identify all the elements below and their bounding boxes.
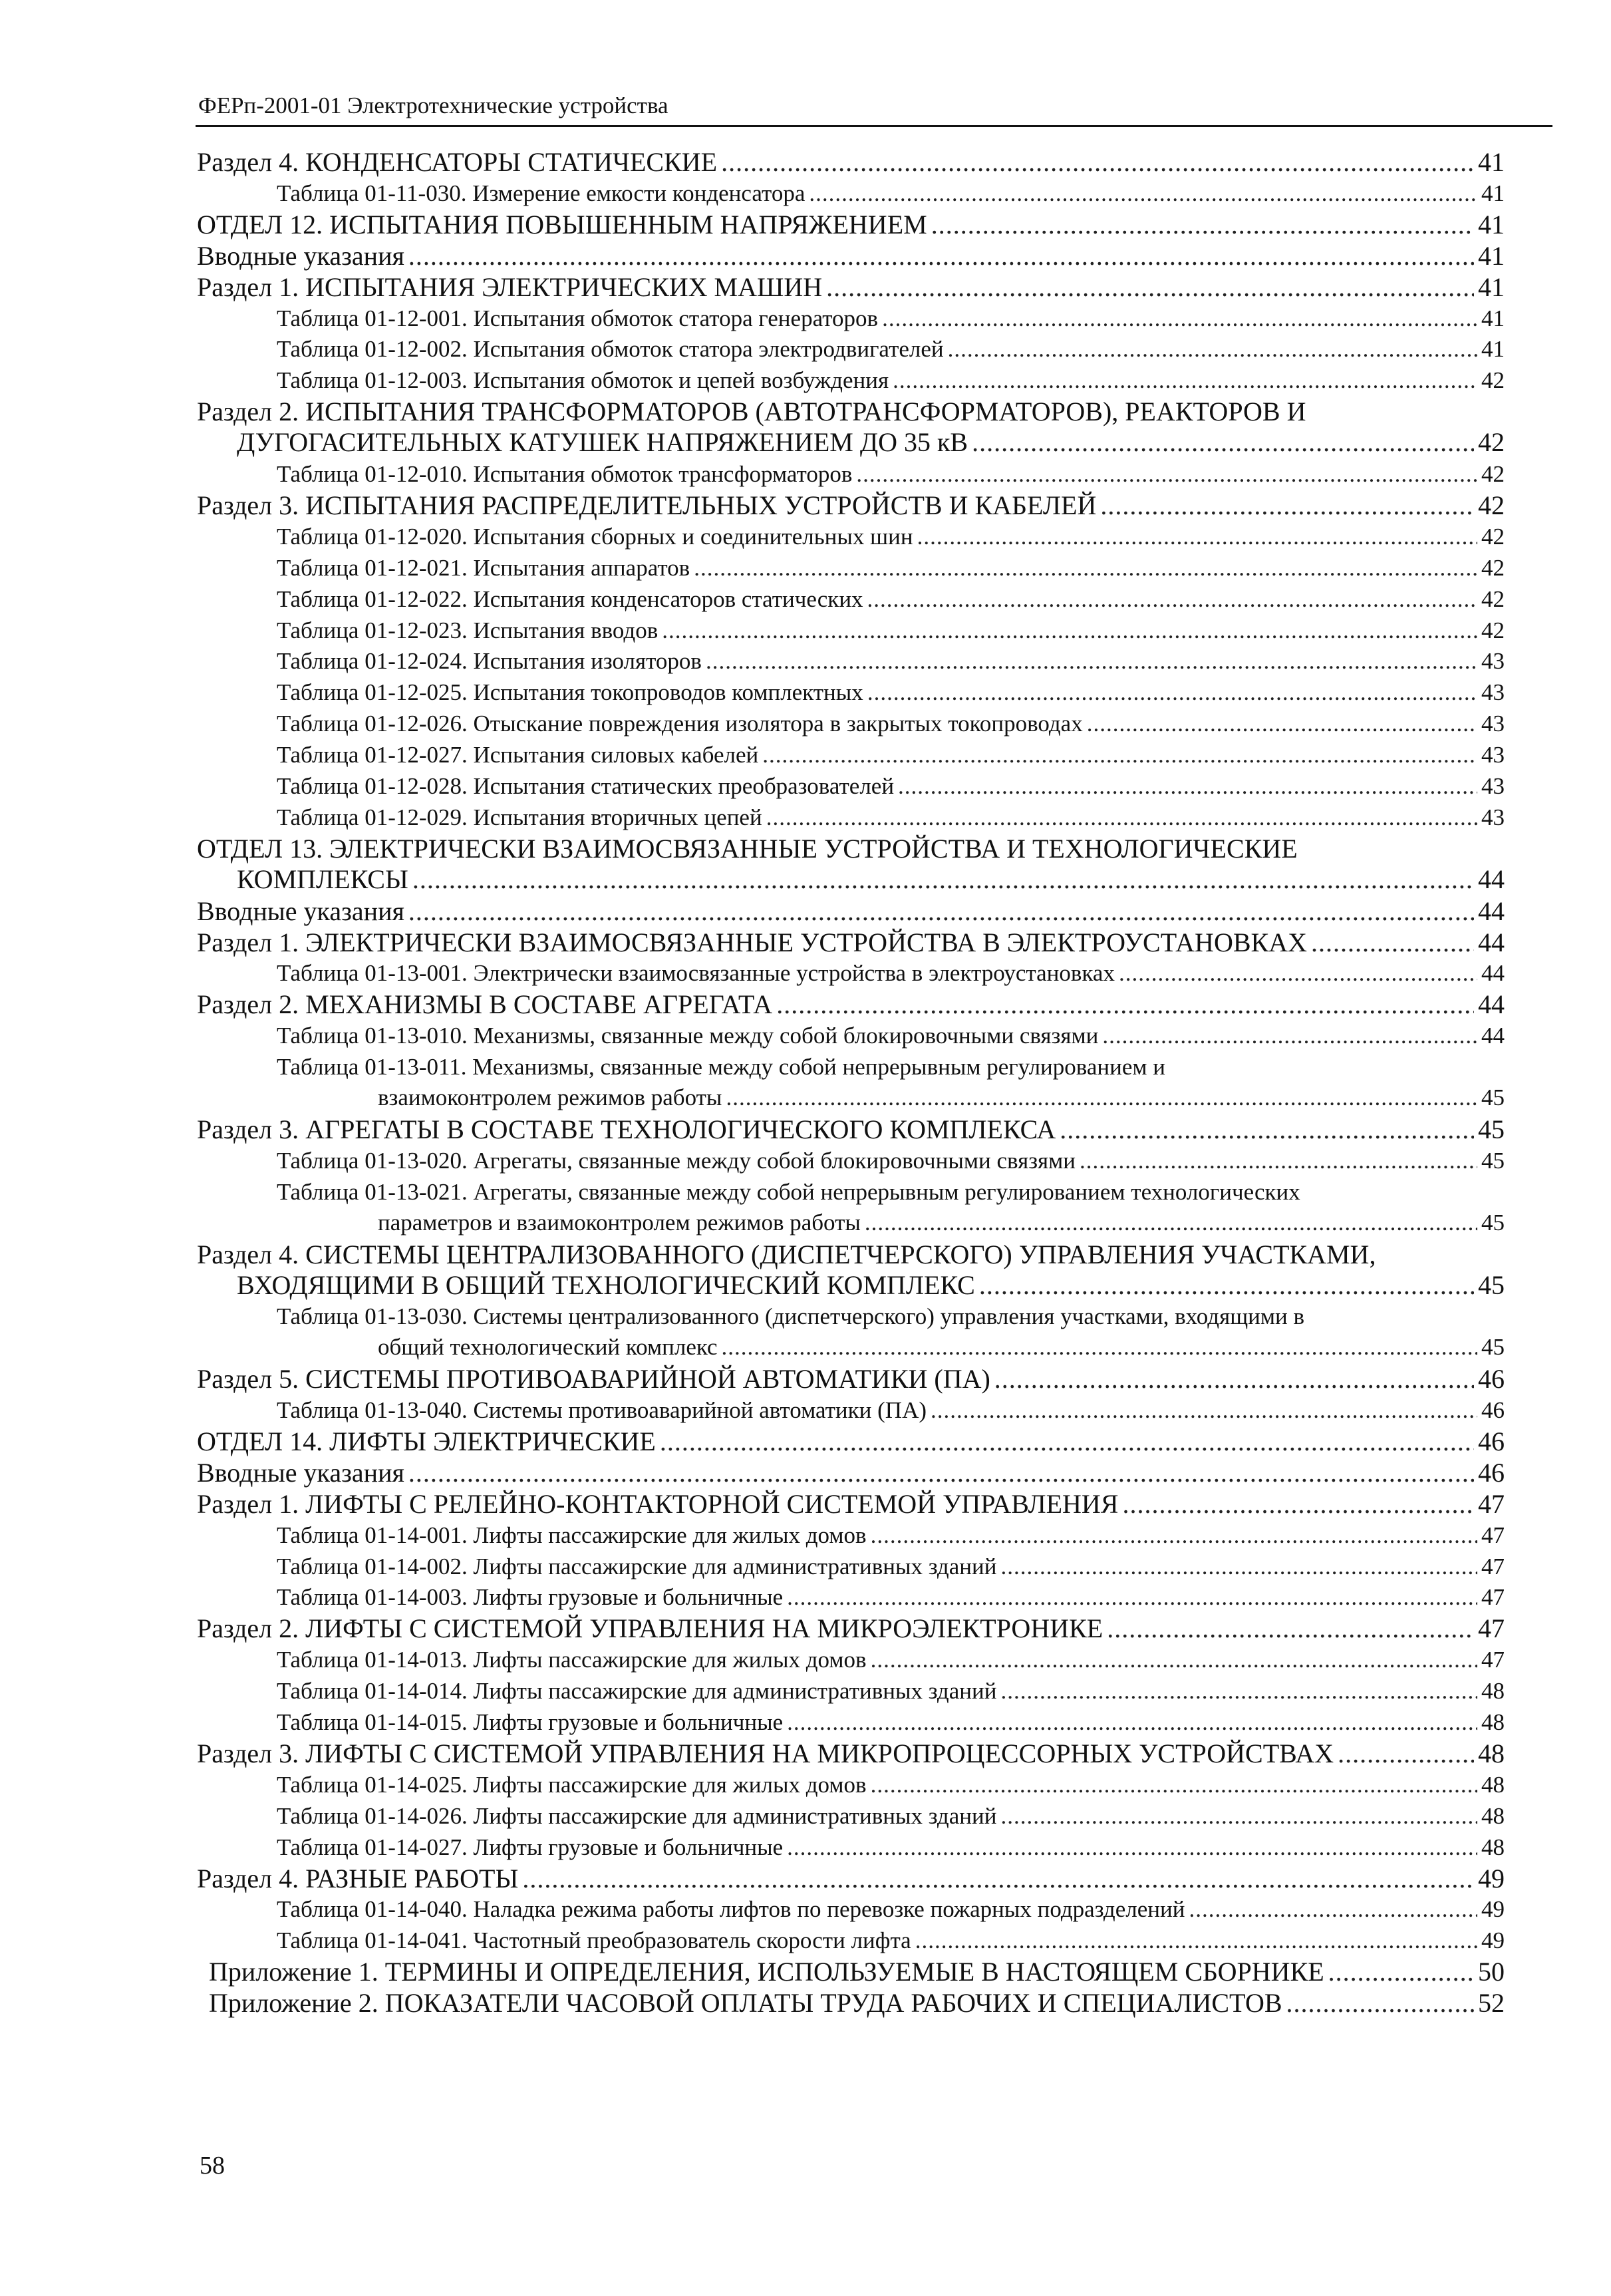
toc-page-number: 41 <box>1481 180 1505 206</box>
dot-leader <box>856 459 1477 490</box>
toc-entry-title: Таблица 01-12-027. Испытания силовых кабелей <box>277 742 759 768</box>
toc-entry[interactable] <box>197 272 1505 303</box>
toc-entry-title: Раздел 1. ИСПЫТАНИЯ ЭЛЕКТРИЧЕСКИХ МАШИН <box>197 272 823 302</box>
dot-leader <box>948 334 1477 365</box>
toc-page-number: 47 <box>1478 1489 1505 1519</box>
dot-leader <box>972 427 1474 458</box>
toc-page-number: 43 <box>1481 773 1505 799</box>
dot-leader <box>787 1832 1477 1863</box>
toc-page-number: 44 <box>1478 896 1505 926</box>
dot-leader <box>1311 927 1474 958</box>
toc-entry-title: Таблица 01-14-027. Лифты грузовые и больничные <box>277 1834 784 1860</box>
toc-entry-title: Раздел 3. ИСПЫТАНИЯ РАСПРЕДЕЛИТЕЛЬНЫХ УСТРОЙСТВ И КАБЕЛЕЙ <box>197 490 1097 520</box>
dot-leader <box>994 1364 1474 1394</box>
dot-leader <box>408 241 1474 271</box>
toc-entry-title: Таблица 01-12-001. Испытания обмоток статора генераторов <box>277 305 879 331</box>
toc-entry-title: Таблица 01-14-013. Лифты пассажирские для жилых домов <box>277 1647 867 1673</box>
toc-page-number: 45 <box>1481 1210 1505 1235</box>
toc-entry-title: Раздел 4. КОНДЕНСАТОРЫ СТАТИЧЕСКИЕ <box>197 147 718 177</box>
dot-leader <box>1000 1676 1477 1707</box>
toc-entry-title: Раздел 2. ИСПЫТАНИЯ ТРАНСФОРМАТОРОВ (АВТОТРАНСФОРМАТОРОВ), РЕАКТОРОВ И <box>197 397 1306 426</box>
dot-leader <box>408 896 1474 927</box>
toc-entry-title: Таблица 01-12-021. Испытания аппаратов <box>277 555 690 581</box>
toc-entry-title: Раздел 3. ЛИФТЫ С СИСТЕМОЙ УПРАВЛЕНИЯ НА МИКРОПРОЦЕССОРНЫХ УСТРОЙСТВАХ <box>197 1738 1334 1768</box>
dot-leader <box>1328 1957 1474 1987</box>
toc-page-number: 49 <box>1481 1896 1505 1922</box>
toc-entry-title: Таблица 01-12-020. Испытания сборных и соединительных шин <box>277 524 913 550</box>
toc-entry-title: Таблица 01-13-040. Системы противоаварийной автоматики (ПА) <box>277 1397 927 1423</box>
toc-entry[interactable] <box>277 1582 1505 1613</box>
toc-entry-title: Таблица 01-13-020. Агрегаты, связанные между собой блокировочными связями <box>277 1148 1076 1174</box>
dot-leader <box>787 1707 1477 1738</box>
toc-entry-title: Таблица 01-13-010. Механизмы, связанные между собой блокировочными связями <box>277 1023 1099 1049</box>
toc-entry[interactable] <box>277 677 1505 708</box>
toc-entry-title: ОТДЕЛ 13. ЭЛЕКТРИЧЕСКИ ВЗАИМОСВЯЗАННЫЕ УСТРОЙСТВА И ТЕХНОЛОГИЧЕСКИЕ <box>197 834 1298 864</box>
toc-entry-title: Таблица 01-13-030. Системы централизованного (диспетчерского) управления участками, входящими в <box>277 1303 1305 1329</box>
toc-entry[interactable] <box>277 1301 1505 1363</box>
toc-entry-title: ОТДЕЛ 14. ЛИФТЫ ЭЛЕКТРИЧЕСКИЕ <box>197 1426 656 1456</box>
toc-entry[interactable] <box>277 1645 1505 1675</box>
toc-entry[interactable] <box>277 178 1505 209</box>
toc-page-number: 52 <box>1478 1988 1505 2018</box>
toc-entry-title: Таблица 01-14-026. Лифты пассажирские для административных зданий <box>277 1803 997 1829</box>
dot-leader <box>787 1582 1477 1613</box>
toc-page-number: 45 <box>1481 1084 1505 1110</box>
toc-entry[interactable] <box>209 1957 1505 1987</box>
toc-entry[interactable] <box>277 1801 1505 1832</box>
toc-entry[interactable] <box>277 334 1505 365</box>
toc-entry[interactable] <box>277 553 1505 583</box>
dot-leader <box>662 615 1477 646</box>
toc-entry-title: Приложение 1. ТЕРМИНЫ И ОПРЕДЕЛЕНИЯ, ИСПОЛЬЗУЕМЫЕ В НАСТОЯЩЕМ СБОРНИКЕ <box>209 1957 1324 1987</box>
toc-page-number: 41 <box>1478 241 1505 271</box>
toc-page-number: 41 <box>1481 305 1505 331</box>
toc-page-number: 46 <box>1481 1397 1505 1423</box>
toc-entry[interactable] <box>197 1239 1505 1301</box>
toc-page-number: 44 <box>1478 989 1505 1019</box>
toc-page-number: 41 <box>1478 210 1505 240</box>
toc-page-number: 48 <box>1481 1834 1505 1860</box>
toc-entry-title: Таблица 01-12-029. Испытания вторичных цепей <box>277 804 762 830</box>
toc-entry-title: Вводные указания <box>197 896 404 926</box>
dot-leader <box>1119 958 1477 989</box>
toc-entry-title: Таблица 01-14-001. Лифты пассажирские для жилых домов <box>277 1522 867 1548</box>
dot-leader <box>1338 1738 1474 1769</box>
dot-leader <box>721 147 1474 178</box>
toc-entry-title: КОМПЛЕКСЫ <box>237 864 408 894</box>
toc-entry-title: Таблица 01-12-028. Испытания статических преобразователей <box>277 773 895 799</box>
toc-entry-title: Таблица 01-14-015. Лифты грузовые и больничные <box>277 1709 784 1735</box>
dot-leader <box>871 1770 1477 1800</box>
dot-leader <box>867 584 1477 615</box>
dot-leader <box>1122 1489 1474 1520</box>
dot-leader <box>809 178 1477 209</box>
dot-leader <box>1080 1146 1477 1176</box>
toc-page-number: 42 <box>1478 427 1505 457</box>
toc-entry-title: Раздел 1. ЭЛЕКТРИЧЕСКИ ВЗАИМОСВЯЗАННЫЕ УСТРОЙСТВА В ЭЛЕКТРОУСТАНОВКАХ <box>197 927 1307 957</box>
toc-page-number: 48 <box>1481 1678 1505 1704</box>
dot-leader <box>722 1332 1477 1363</box>
toc-entry-title: Таблица 01-13-021. Агрегаты, связанные между собой непрерывным регулированием технологических <box>277 1179 1300 1205</box>
dot-leader <box>1286 1988 1474 2019</box>
toc-entry[interactable] <box>197 210 1505 240</box>
toc-entry-title: Таблица 01-12-024. Испытания изоляторов <box>277 648 702 674</box>
toc-entry-title: Таблица 01-14-003. Лифты грузовые и больничные <box>277 1584 784 1610</box>
toc-entry[interactable] <box>277 646 1505 677</box>
toc-entry[interactable] <box>277 1676 1505 1707</box>
toc-page-number: 42 <box>1478 490 1505 520</box>
toc-page-number: 49 <box>1481 1927 1505 1953</box>
toc-page-number: 46 <box>1478 1364 1505 1394</box>
toc-page-number: 48 <box>1481 1709 1505 1735</box>
dot-leader <box>917 522 1477 552</box>
toc-entry[interactable] <box>197 490 1505 521</box>
toc-entry[interactable] <box>197 1426 1505 1457</box>
toc-page-number: 43 <box>1481 804 1505 830</box>
toc-entry-title: ОТДЕЛ 12. ИСПЫТАНИЯ ПОВЫШЕННЫМ НАПРЯЖЕНИЕМ <box>197 210 927 240</box>
dot-leader <box>694 553 1477 583</box>
toc-entry-title: Раздел 4. СИСТЕМЫ ЦЕНТРАЛИЗОВАННОГО (ДИСПЕТЧЕРСКОГО) УПРАВЛЕНИЯ УЧАСТКАМИ, <box>197 1239 1376 1269</box>
dot-leader <box>867 677 1477 708</box>
toc-page-number: 44 <box>1481 960 1505 986</box>
toc-entry-title: Таблица 01-12-023. Испытания вводов <box>277 617 659 643</box>
toc-entry[interactable] <box>277 365 1505 396</box>
dot-leader <box>762 740 1477 770</box>
toc-entry[interactable] <box>197 1864 1505 1894</box>
toc-entry-title: Таблица 01-14-014. Лифты пассажирские для административных зданий <box>277 1678 997 1704</box>
toc-entry-title: ДУГОГАСИТЕЛЬНЫХ КАТУШЕК НАПРЯЖЕНИЕМ ДО 35 кВ <box>237 427 968 457</box>
toc-entry-title: Таблица 01-14-041. Частотный преобразователь скорости лифта <box>277 1927 911 1953</box>
toc-entry[interactable] <box>277 1021 1505 1051</box>
page-number: 58 <box>200 2152 225 2180</box>
dot-leader <box>979 1270 1474 1301</box>
toc-page-number: 41 <box>1478 147 1505 177</box>
toc-entry[interactable] <box>277 1925 1505 1956</box>
toc-entry[interactable] <box>197 927 1505 958</box>
dot-leader <box>1000 1552 1477 1582</box>
toc-entry-title: Таблица 01-14-002. Лифты пассажирские для административных зданий <box>277 1554 997 1579</box>
toc-page-number: 48 <box>1481 1803 1505 1829</box>
dot-leader <box>706 646 1477 677</box>
toc-page-number: 42 <box>1481 617 1505 643</box>
toc-entry-title: Раздел 3. АГРЕГАТЫ В СОСТАВЕ ТЕХНОЛОГИЧЕСКОГО КОМПЛЕКСА <box>197 1114 1056 1144</box>
toc-entry[interactable] <box>277 1832 1505 1863</box>
toc-page-number: 43 <box>1481 679 1505 705</box>
dot-leader <box>882 303 1477 334</box>
dot-leader <box>1000 1801 1477 1832</box>
dot-leader <box>1102 1021 1477 1051</box>
dot-leader <box>915 1925 1477 1956</box>
toc-entry[interactable] <box>197 1613 1505 1644</box>
toc-entry[interactable] <box>277 802 1505 833</box>
toc-entry-title: Таблица 01-13-011. Механизмы, связанные между собой непрерывным регулированием и <box>277 1054 1166 1080</box>
dot-leader <box>408 1458 1474 1488</box>
toc-page-number: 46 <box>1478 1458 1505 1488</box>
toc-entry[interactable] <box>277 1770 1505 1800</box>
toc-entry[interactable] <box>197 896 1505 927</box>
toc-entry[interactable] <box>197 1738 1505 1769</box>
toc-page-number: 42 <box>1481 461 1505 487</box>
toc-entry-title: общий технологический комплекс <box>378 1334 718 1360</box>
toc-page-number: 47 <box>1481 1584 1505 1610</box>
dot-leader <box>660 1426 1474 1457</box>
toc-entry[interactable] <box>277 771 1505 802</box>
dot-leader <box>893 365 1477 396</box>
toc-page-number: 44 <box>1478 927 1505 957</box>
toc-entry[interactable] <box>197 1364 1505 1394</box>
toc-entry-title: Таблица 01-12-003. Испытания обмоток и цепей возбуждения <box>277 367 889 393</box>
dot-leader <box>766 802 1477 833</box>
dot-leader <box>726 1082 1477 1113</box>
toc-entry[interactable] <box>197 241 1505 271</box>
toc-entry-title: Таблица 01-14-025. Лифты пассажирские для жилых домов <box>277 1772 867 1798</box>
toc-entry[interactable] <box>197 397 1505 458</box>
toc-page-number: 44 <box>1478 864 1505 894</box>
toc-page-number: 48 <box>1478 1738 1505 1768</box>
dot-leader <box>1189 1894 1477 1925</box>
dot-leader <box>898 771 1477 802</box>
toc-entry[interactable] <box>277 1395 1505 1426</box>
toc-entry[interactable] <box>277 709 1505 739</box>
dot-leader <box>865 1208 1477 1238</box>
toc-entry-title: Раздел 5. СИСТЕМЫ ПРОТИВОАВАРИЙНОЙ АВТОМАТИКИ (ПА) <box>197 1364 990 1394</box>
dot-leader <box>1060 1114 1474 1145</box>
toc-entry-title: Таблица 01-12-010. Испытания обмоток трансформаторов <box>277 461 853 487</box>
toc-entry[interactable] <box>277 1707 1505 1738</box>
toc-entry-title: Таблица 01-11-030. Измерение емкости конденсатора <box>277 180 806 206</box>
toc-entry[interactable] <box>277 615 1505 646</box>
toc-page-number: 42 <box>1481 586 1505 612</box>
toc-entry-title: Вводные указания <box>197 1458 404 1488</box>
toc-entry-title: ВХОДЯЩИМИ В ОБЩИЙ ТЕХНОЛОГИЧЕСКИЙ КОМПЛЕКС <box>237 1270 975 1300</box>
toc-entry[interactable] <box>277 303 1505 334</box>
toc-page-number: 44 <box>1481 1023 1505 1049</box>
toc-entry[interactable] <box>197 1458 1505 1488</box>
toc-page-number: 41 <box>1478 272 1505 302</box>
toc-entry-title: Вводные указания <box>197 241 404 271</box>
toc-entry[interactable] <box>277 1894 1505 1925</box>
dot-leader <box>1100 490 1474 521</box>
toc-entry[interactable] <box>197 834 1505 895</box>
toc-entry-title: Таблица 01-14-040. Наладка режима работы лифтов по перевозке пожарных подразделений <box>277 1896 1185 1922</box>
dot-leader <box>826 272 1474 303</box>
toc-page-number: 46 <box>1478 1426 1505 1456</box>
toc-page-number: 42 <box>1481 524 1505 550</box>
dot-leader <box>871 1520 1477 1551</box>
toc-entry[interactable] <box>209 1988 1505 2019</box>
toc-entry-title: параметров и взаимоконтролем режимов работы <box>378 1210 861 1235</box>
toc-entry[interactable] <box>197 989 1505 1020</box>
toc-page-number: 47 <box>1481 1522 1505 1548</box>
toc-page-number: 41 <box>1481 336 1505 362</box>
dot-leader <box>522 1864 1474 1894</box>
dot-leader <box>931 1395 1477 1426</box>
toc-page-number: 45 <box>1478 1270 1505 1300</box>
dot-leader <box>776 989 1474 1020</box>
toc-entry[interactable] <box>277 1520 1505 1551</box>
toc-page-number: 43 <box>1481 742 1505 768</box>
toc-page-number: 42 <box>1481 367 1505 393</box>
toc-entry[interactable] <box>277 522 1505 552</box>
toc-entry-title: Таблица 01-12-022. Испытания конденсаторов статических <box>277 586 863 612</box>
toc-page-number: 47 <box>1481 1554 1505 1579</box>
toc-entry[interactable] <box>277 1552 1505 1582</box>
toc-page-number: 50 <box>1478 1957 1505 1987</box>
dot-leader <box>1107 1613 1474 1644</box>
toc-entry-title: Таблица 01-12-002. Испытания обмоток статора электродвигателей <box>277 336 944 362</box>
toc-entry-title: Таблица 01-12-026. Отыскание повреждения изолятора в закрытых токопроводах <box>277 711 1083 737</box>
toc-page-number: 48 <box>1481 1772 1505 1798</box>
toc-page-number: 49 <box>1478 1864 1505 1893</box>
dot-leader <box>1087 709 1477 739</box>
dot-leader <box>931 210 1474 240</box>
toc-page-number: 43 <box>1481 711 1505 737</box>
toc-entry[interactable] <box>277 1177 1505 1238</box>
toc-entry[interactable] <box>277 1052 1505 1113</box>
toc-entry[interactable] <box>197 1489 1505 1520</box>
toc-entry[interactable] <box>277 1146 1505 1176</box>
toc-entry[interactable] <box>277 459 1505 490</box>
toc-page-number: 45 <box>1481 1334 1505 1360</box>
running-header: ФЕРп-2001-01 Электротехнические устройства <box>198 92 668 118</box>
toc-page-number: 43 <box>1481 648 1505 674</box>
toc-page-number: 45 <box>1478 1114 1505 1144</box>
toc-entry-title: взаимоконтролем режимов работы <box>378 1084 722 1110</box>
toc-entry-title: Таблица 01-13-001. Электрически взаимосвязанные устройства в электроустановках <box>277 960 1115 986</box>
toc-entry[interactable] <box>277 584 1505 615</box>
toc-page-number: 47 <box>1478 1613 1505 1643</box>
toc-entry-title: Раздел 1. ЛИФТЫ С РЕЛЕЙНО-КОНТАКТОРНОЙ СИСТЕМОЙ УПРАВЛЕНИЯ <box>197 1489 1119 1519</box>
toc-page-number: 42 <box>1481 555 1505 581</box>
dot-leader <box>871 1645 1477 1675</box>
toc-entry[interactable] <box>197 1114 1505 1145</box>
toc-page-number: 45 <box>1481 1148 1505 1174</box>
toc-page-number: 47 <box>1481 1647 1505 1673</box>
toc-entry-title: Таблица 01-12-025. Испытания токопроводов комплектных <box>277 679 863 705</box>
toc-entry-title: Раздел 2. МЕХАНИЗМЫ В СОСТАВЕ АГРЕГАТА <box>197 989 773 1019</box>
toc-entry-title: Раздел 4. РАЗНЫЕ РАБОТЫ <box>197 1864 519 1893</box>
toc-entry-title: Приложение 2. ПОКАЗАТЕЛИ ЧАСОВОЙ ОПЛАТЫ ТРУДА РАБОЧИХ И СПЕЦИАЛИСТОВ <box>209 1988 1282 2018</box>
dot-leader <box>412 864 1474 895</box>
toc-entry[interactable] <box>197 147 1505 178</box>
toc-entry-title: Раздел 2. ЛИФТЫ С СИСТЕМОЙ УПРАВЛЕНИЯ НА МИКРОЭЛЕКТРОНИКЕ <box>197 1613 1103 1643</box>
toc-entry[interactable] <box>277 958 1505 989</box>
toc-entry[interactable] <box>277 740 1505 770</box>
